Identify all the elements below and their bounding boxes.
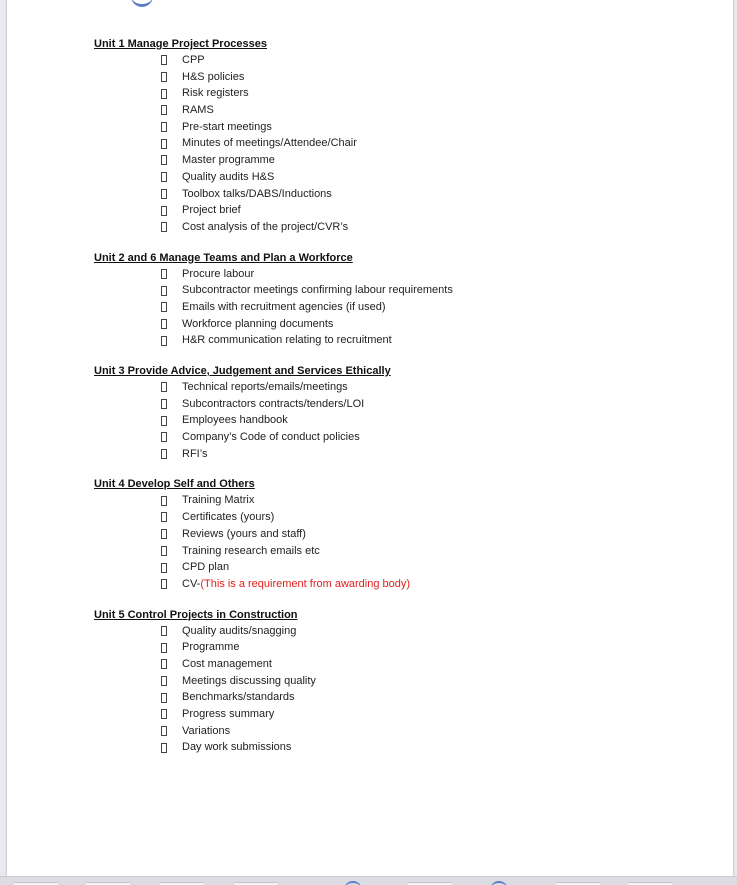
list-item-text: Employees handbook [182,414,288,427]
missing-glyph-box-icon [161,676,167,686]
section-heading: Unit 5 Control Projects in Construction [94,608,298,621]
list-item [161,543,714,560]
list-item-text: CPD plan [182,561,230,574]
missing-glyph-box-icon [161,709,167,719]
list-item-text: Training Matrix [182,494,255,507]
list-item [161,559,714,576]
list-item [161,119,714,136]
list-item [161,316,714,333]
avatar-icon [131,0,153,7]
list-item [161,706,714,723]
list-item-text: Minutes of meetings/Attendee/Chair [182,137,357,150]
missing-glyph-box-icon [161,72,167,82]
list-item-text: Company’s Code of conduct policies [182,431,360,444]
list-item [161,135,714,152]
list-item [161,299,714,316]
list-item-text: Quality audits H&S [182,170,275,183]
list-item [161,379,714,396]
missing-glyph-box-icon [161,155,167,165]
list-item [161,739,714,756]
missing-glyph-box-icon [161,546,167,556]
list-item [161,412,714,429]
list-item-text: Certificates (yours) [182,511,275,524]
bullet-list [94,379,714,462]
list-item [161,509,714,526]
list-item [161,52,714,69]
missing-glyph-box-icon [161,382,167,392]
list-item [161,446,714,463]
list-item-text: H&S policies [182,70,245,83]
section-heading: Unit 2 and 6 Manage Teams and Plan a Workforce [94,251,353,264]
bullet-list [94,52,714,236]
missing-glyph-box-icon [161,302,167,312]
section-heading: Unit 1 Manage Project Processes [94,38,268,50]
missing-glyph-box-icon [161,319,167,329]
list-item [161,152,714,169]
list-item [161,492,714,509]
list-item-text: Cost analysis of the project/CVR’s [182,220,349,233]
list-item-text: Subcontractor meetings confirming labour requirements [182,284,453,297]
document-page [6,0,734,876]
missing-glyph-box-icon [161,643,167,653]
page-thumbnail-strip [0,876,737,885]
list-item-text: Technical reports/emails/meetings [182,381,348,393]
list-item-text: Risk registers [182,87,249,100]
list-item [161,266,714,283]
missing-glyph-box-icon [161,726,167,736]
avatar-icon [344,881,362,885]
list-item-text: Day work submissions [182,741,292,754]
missing-glyph-box-icon [161,55,167,65]
missing-glyph-box-icon [161,626,167,636]
list-item [161,623,714,640]
missing-glyph-box-icon [161,172,167,182]
list-item [161,186,714,203]
missing-glyph-box-icon [161,269,167,279]
bullet-list [94,266,714,349]
list-item-cv [161,576,714,593]
list-item [161,282,714,299]
list-item-text: Workforce planning documents [182,317,334,330]
missing-glyph-box-icon [161,336,167,346]
missing-glyph-box-icon [161,399,167,409]
missing-glyph-box-icon [161,659,167,669]
missing-glyph-box-icon [161,286,167,296]
missing-glyph-box-icon [161,496,167,506]
missing-glyph-box-icon [161,693,167,703]
list-item-text: Emails with recruitment agencies (if used) [182,300,386,313]
section-unit-1 [94,36,714,236]
missing-glyph-box-icon [161,89,167,99]
list-item [161,202,714,219]
list-item [161,656,714,673]
list-item [161,526,714,543]
missing-glyph-box-icon [161,416,167,426]
missing-glyph-box-icon [161,222,167,232]
list-item-text: H&R communication relating to recruitment [182,334,392,347]
list-item [161,169,714,186]
list-item [161,85,714,102]
section-unit-5 [94,607,714,757]
missing-glyph-box-icon [161,449,167,459]
bullet-list [94,623,714,757]
list-item-text: Quality audits/snagging [182,624,297,637]
list-item-text: Pre-start meetings [182,120,272,133]
list-item [161,102,714,119]
list-item [161,332,714,349]
section-unit-4 [94,476,714,592]
list-item-text: Master programme [182,154,275,167]
list-item [161,69,714,86]
list-item-text: Subcontractors contracts/tenders/LOI [182,397,365,410]
list-item-text: Training research emails etc [182,544,320,557]
missing-glyph-box-icon [161,529,167,539]
bullet-list [94,492,714,592]
missing-glyph-box-icon [161,512,167,522]
list-item [161,396,714,413]
section-heading: Unit 4 Develop Self and Others [94,478,255,491]
missing-glyph-box-icon [161,743,167,753]
missing-glyph-box-icon [161,139,167,149]
awarding-body-note: (This is a requirement from awarding body) [200,577,411,590]
missing-glyph-box-icon [161,122,167,132]
list-item-text: Benchmarks/standards [182,691,295,704]
section-unit-2-and-6 [94,250,714,349]
list-item-text: Cost management [182,657,272,670]
missing-glyph-box-icon [161,105,167,115]
list-item [161,723,714,740]
list-item [161,673,714,690]
list-item-text: Reviews (yours and staff) [182,527,306,540]
cv-label: CV- [182,577,201,590]
list-item-text: CPP [182,54,205,66]
missing-glyph-box-icon [161,579,167,589]
missing-glyph-box-icon [161,432,167,442]
list-item-text: Project brief [182,204,241,217]
avatar-icon [490,881,508,885]
list-item [161,639,714,656]
list-item-text: Variations [182,724,231,737]
list-item-text: RFI’s [182,447,208,460]
section-unit-3 [94,363,714,462]
list-item-text: Procure labour [182,267,255,280]
list-item-text: Programme [182,641,240,654]
missing-glyph-box-icon [161,189,167,199]
missing-glyph-box-icon [161,563,167,573]
list-item-text: Toolbox talks/DABS/Inductions [182,187,332,200]
section-heading: Unit 3 Provide Advice, Judgement and Services Ethically [94,365,391,377]
list-item [161,429,714,446]
list-item-text: Progress summary [182,708,275,720]
list-item-text: Meetings discussing quality [182,674,316,687]
missing-glyph-box-icon [161,206,167,216]
list-item-text: RAMS [182,104,214,117]
list-item [161,219,714,236]
page-content [94,36,714,770]
list-item [161,689,714,706]
